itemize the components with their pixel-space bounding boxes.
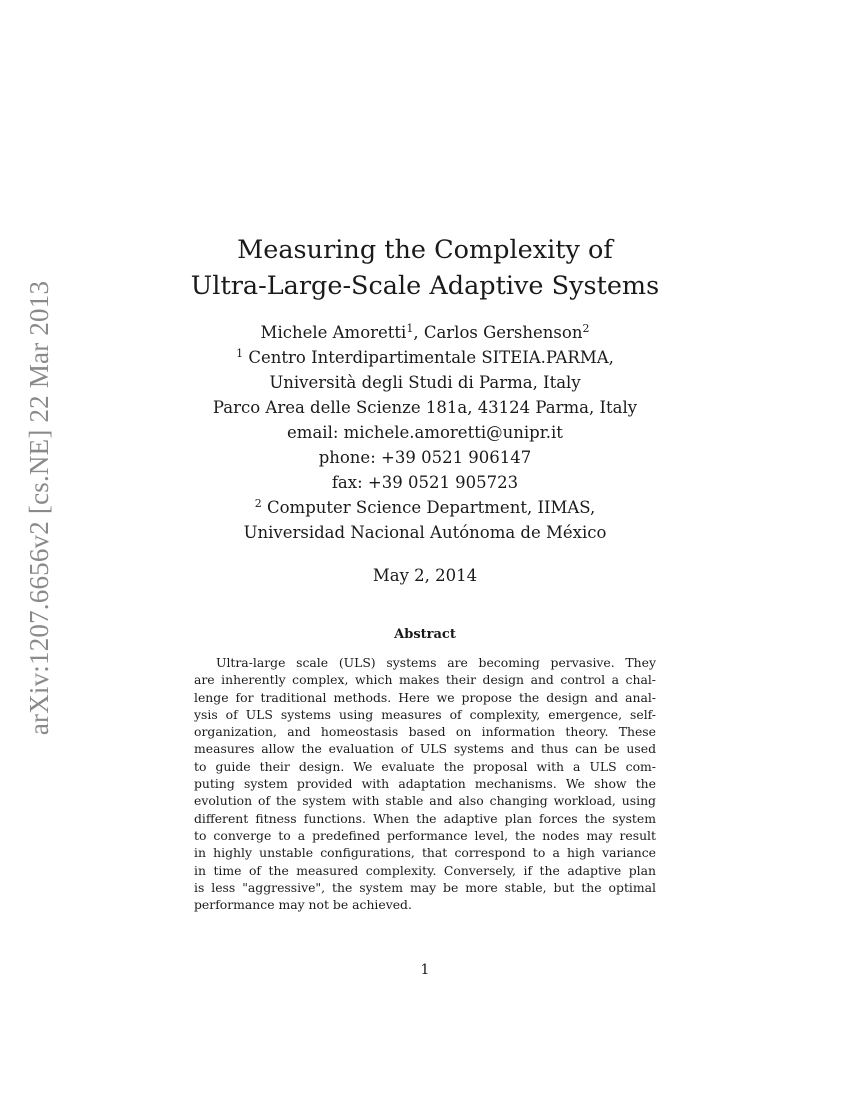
abstract-line: lenge for traditional methods. Here we propose the design and anal-	[194, 689, 656, 705]
abstract-line: to guide their design. We evaluate the proposal with a ULS com-	[194, 758, 656, 774]
affiliation-2-university: Universidad Nacional Autónoma de México	[243, 523, 607, 542]
abstract-line: are inherently complex, which makes their design and control a chal-	[194, 672, 656, 688]
affiliation-1-institution-text: Centro Interdipartimentale SITEIA.PARMA,	[248, 348, 614, 367]
arxiv-identifier-stamp	[14, 268, 64, 748]
front-matter	[150, 320, 700, 545]
abstract-line: in time of the measured complexity. Conversely, if the adaptive plan	[194, 862, 656, 878]
contact-phone: phone: +39 0521 906147	[318, 448, 532, 467]
abstract-line: performance may not be achieved.	[194, 897, 412, 913]
author-name-2: Carlos Gershenson	[423, 323, 583, 342]
abstract-line: organization, and homeostasis based on information theory. These	[194, 724, 656, 740]
abstract-body	[194, 654, 656, 913]
page-number: 1	[420, 962, 430, 978]
paper-title	[150, 232, 700, 304]
abstract-line: Ultra-large scale (ULS) systems are becoming pervasive. They	[216, 655, 656, 670]
affiliation-2-department	[150, 495, 700, 520]
title-line-2: Ultra-Large-Scale Adaptive Systems	[190, 271, 660, 301]
author-line	[150, 320, 700, 345]
author-1-affiliation-mark: 1	[406, 322, 414, 335]
author-separator: ,	[413, 323, 424, 342]
affiliation-1-address: Parco Area delle Scienze 181a, 43124 Parma, Italy	[212, 398, 638, 417]
abstract-line: in highly unstable configurations, that correspond to a high variance	[194, 845, 656, 861]
abstract-line: to converge to a predefined performance level, the nodes may result	[194, 827, 656, 843]
abstract-line: is less "aggressive", the system may be more stable, but the optimal	[194, 879, 656, 895]
affiliation-1-university: Università degli Studi di Parma, Italy	[269, 373, 581, 392]
affiliation-1-institution	[150, 345, 700, 370]
abstract-heading: Abstract	[394, 627, 456, 642]
author-2-affiliation-mark: 2	[582, 322, 590, 335]
abstract-line: evolution of the system with stable and also changing workload, using	[194, 793, 656, 809]
title-line-1: Measuring the Complexity of	[237, 235, 613, 265]
contact-email: email: michele.amoretti@unipr.it	[287, 423, 563, 442]
abstract-line: different fitness functions. When the adaptive plan forces the system	[194, 810, 656, 826]
abstract-line: measures allow the evaluation of ULS systems and thus can be used	[194, 741, 656, 757]
affiliation-2-mark: 2	[254, 497, 262, 510]
contact-fax: fax: +39 0521 905723	[331, 473, 519, 492]
arxiv-identifier-text: arXiv:1207.6656v2 [cs.NE] 22 Mar 2013	[24, 280, 54, 736]
abstract-line: puting system provided with adaptation mechanisms. We show the	[194, 776, 656, 792]
publication-date: May 2, 2014	[372, 566, 478, 585]
abstract-line: ysis of ULS systems using measures of complexity, emergence, self-	[194, 706, 656, 722]
affiliation-2-department-text: Computer Science Department, IIMAS,	[266, 498, 596, 517]
author-name-1: Michele Amoretti	[260, 323, 407, 342]
affiliation-1-mark: 1	[236, 347, 244, 360]
